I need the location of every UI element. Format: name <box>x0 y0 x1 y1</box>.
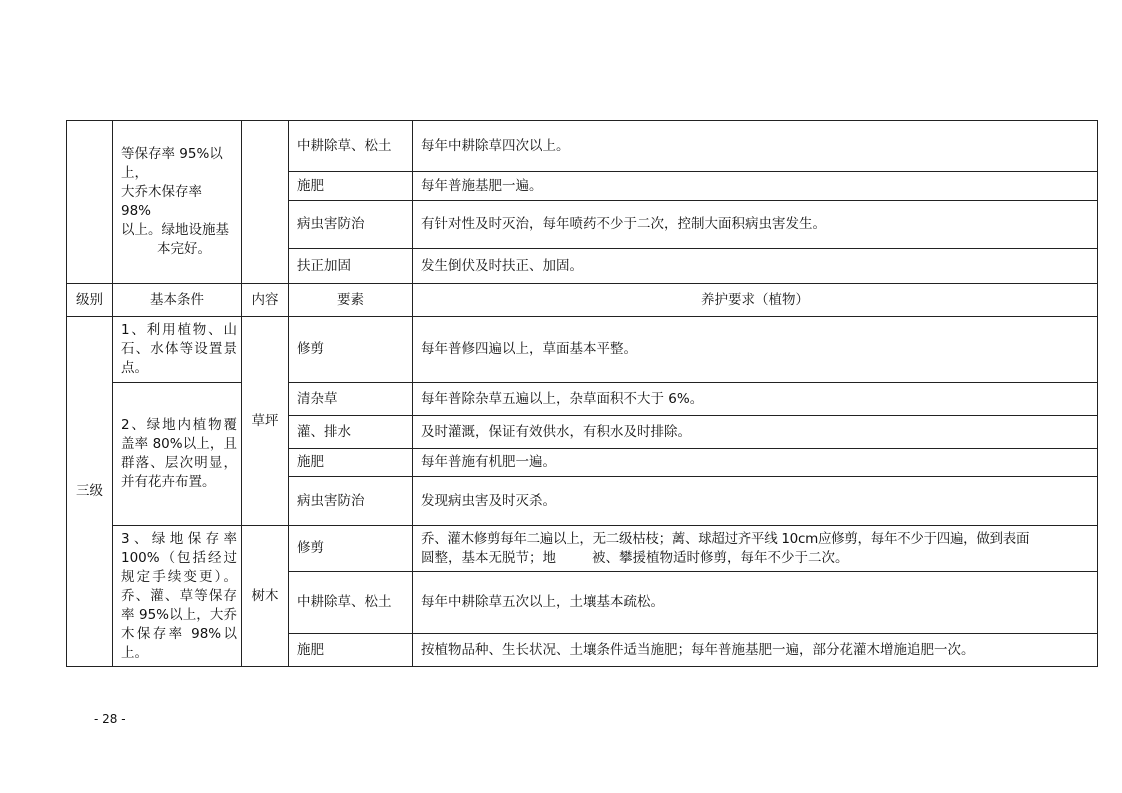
level-cell-continued <box>67 121 113 284</box>
requirement-line: 乔、灌木修剪每年二遍以上，无二级枯枝；蓠、球超过齐平线 10cm应修剪，每年不少于四遍，做到表面 <box>421 530 1030 547</box>
requirement-line <box>421 549 1093 568</box>
basic-condition-cell: 2、绿地内植物覆盖率 80%以上，且群落、层次明显，并有花卉布置。 <box>113 383 242 526</box>
maintenance-standards-table <box>66 120 1098 667</box>
requirement-cell: 有针对性及时灭治，每年喷药不少于二次，控制大面积病虫害发生。 <box>413 201 1098 249</box>
header-level: 级别 <box>67 284 113 317</box>
requirement-cell: 发现病虫害及时灭杀。 <box>413 477 1098 526</box>
header-content: 内容 <box>242 284 289 317</box>
element-cell: 修剪 <box>289 526 413 572</box>
condition-line: 本完好。 <box>157 240 211 257</box>
element-cell: 施肥 <box>289 634 413 667</box>
requirement-cell: 每年中耕除草五次以上，土壤基本疏松。 <box>413 572 1098 634</box>
table-header-row <box>67 284 1098 317</box>
table-row <box>67 121 1098 172</box>
requirement-cell: 每年普修四遍以上，草面基本平整。 <box>413 317 1098 383</box>
content-cell: 草坪 <box>242 317 289 526</box>
page-number: - 28 - <box>94 712 126 726</box>
element-cell: 施肥 <box>289 172 413 201</box>
requirement-cell: 按植物品种、生长状况、土壤条件适当施肥；每年普施基肥一遍，部分花灌木增施追肥一次。 <box>413 634 1098 667</box>
table-row <box>67 383 1098 416</box>
element-cell: 病虫害防治 <box>289 201 413 249</box>
table-row <box>67 317 1098 383</box>
basic-condition-cell: 1、利用植物、山石、水体等设置景点。 <box>113 317 242 383</box>
condition-line: 等保存率 95%以上， <box>121 145 223 181</box>
level-cell: 三级 <box>67 317 113 667</box>
element-cell: 扶正加固 <box>289 249 413 284</box>
element-cell: 灌、排水 <box>289 416 413 449</box>
condition-line: 以上。绿地设施基 <box>121 221 229 238</box>
basic-condition-cell: 3、绿地保存率 100%（包括经过规定手续变更）。乔、灌、草等保存率 95%以上，大乔木保存率 98%以上。 <box>113 526 242 667</box>
requirement-fragment: 圆整，基本无脱节；地 <box>421 549 556 566</box>
requirement-cell: 每年中耕除草四次以上。 <box>413 121 1098 172</box>
element-cell: 施肥 <box>289 449 413 477</box>
element-cell: 中耕除草、松土 <box>289 121 413 172</box>
requirement-cell: 每年普施有机肥一遍。 <box>413 449 1098 477</box>
requirement-fragment: 被、攀援植物适时修剪，每年不少于二次。 <box>592 549 849 566</box>
basic-condition-cell-continued <box>113 121 242 284</box>
condition-line: 大乔木保存率 98% <box>121 183 202 219</box>
content-cell: 树木 <box>242 526 289 667</box>
requirement-cell: 发生倒伏及时扶正、加固。 <box>413 249 1098 284</box>
element-cell: 清杂草 <box>289 383 413 416</box>
element-cell: 修剪 <box>289 317 413 383</box>
header-element: 要素 <box>289 284 413 317</box>
requirement-cell <box>413 526 1098 572</box>
element-cell: 中耕除草、松土 <box>289 572 413 634</box>
table-row <box>67 526 1098 572</box>
requirement-cell: 及时灌溉，保证有效供水，有积水及时排除。 <box>413 416 1098 449</box>
element-cell: 病虫害防治 <box>289 477 413 526</box>
header-basic-condition: 基本条件 <box>113 284 242 317</box>
content-cell-continued <box>242 121 289 284</box>
requirement-cell: 每年普施基肥一遍。 <box>413 172 1098 201</box>
requirement-cell: 每年普除杂草五遍以上，杂草面积不大于 6%。 <box>413 383 1098 416</box>
header-requirement: 养护要求（植物） <box>413 284 1098 317</box>
